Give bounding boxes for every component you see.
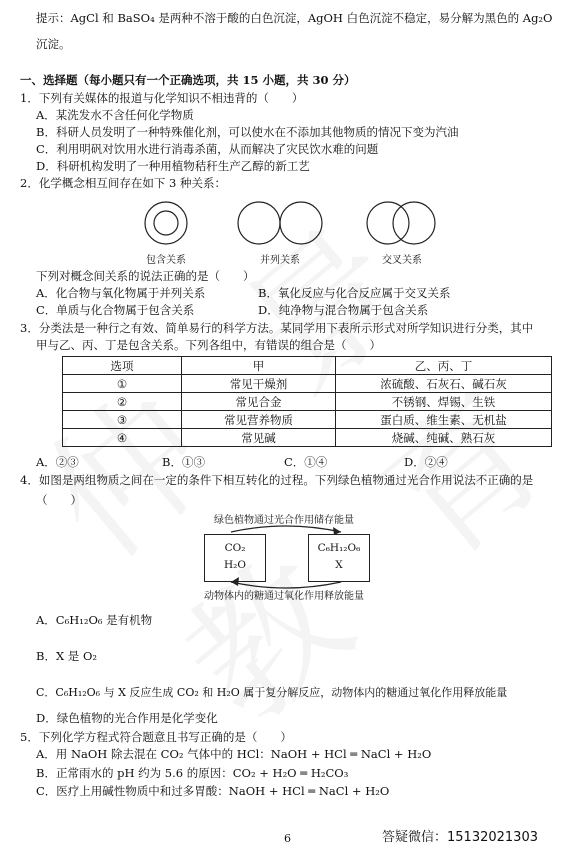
table-header: 乙、丙、丁 (336, 357, 552, 375)
q4-option-c: C．C₆H₁₂O₆ 与 X 反应生成 CO₂ 和 H₂O 属于复分解反应，动物体内的糖通过氧化作用释放能量 (36, 686, 508, 699)
table-row (63, 375, 552, 393)
q3-stem-1: 3．分类法是一种行之有效、简单易行的科学方法。某同学用下表所示形式对所学知识进行分类，其中 (20, 321, 534, 335)
products-box (308, 534, 370, 582)
q4-option-a: A．C₆H₁₂O₆ 是有机物 (36, 613, 153, 627)
table-cell: ① (63, 375, 182, 393)
q3-option-a: A．②③ (36, 455, 79, 469)
table-header-row (63, 357, 552, 375)
table-row (63, 429, 552, 447)
q5-stem: 5．下列化学方程式符合题意且书写正确的是（ ） (20, 730, 292, 744)
venn-label-inclusion: 包含关系 (146, 255, 186, 266)
box-left-h2o: H₂O (224, 559, 246, 571)
table-cell: 常见营养物质 (182, 411, 336, 429)
q2-option-d: D．纯净物与混合物属于包含关系 (258, 303, 429, 317)
box-right-glucose: C₆H₁₂O₆ (317, 542, 361, 554)
table-cell: 浓硫酸、石灰石、碱石灰 (336, 375, 552, 393)
q4-option-b: B．X 是 O₂ (36, 649, 97, 663)
reactants-box (204, 534, 266, 582)
q2-option-c: C．单质与化合物属于包含关系 (36, 303, 195, 317)
q2-option-a: A．化合物与氧化物属于并列关系 (36, 286, 206, 300)
table-row (63, 393, 552, 411)
table-cell: ② (63, 393, 182, 411)
venn-parallel-diagram (236, 198, 326, 248)
box-left-co2: CO₂ (224, 542, 246, 554)
q5-option-c: C．医疗上用碱性物质中和过多胃酸：NaOH + HCl ═ NaCl + H₂O (36, 784, 390, 798)
classification-table (62, 356, 552, 447)
table-cell: 常见干燥剂 (182, 375, 336, 393)
hint-line-1: 提示：AgCl 和 BaSO₄ 是两种不溶于酸的白色沉淀，AgOH 白色沉淀不稳定，易分解为黑色的 Ag₂O (36, 11, 553, 25)
q1-option-b: B．科研人员发明了一种特殊催化剂，可以使水在不添加其他物质的情况下变为汽油 (36, 125, 459, 139)
diagram-bottom-label: 动物体内的糖通过氧化作用释放能量 (204, 591, 364, 602)
q4-stem-2: （ ） (36, 493, 82, 507)
table-cell: 烧碱、纯碱、熟石灰 (336, 429, 552, 447)
table-cell: 不锈钢、焊锡、生铁 (336, 393, 552, 411)
q1-stem: 1．下列有关媒体的报道与化学知识不相违背的（ ） (20, 91, 304, 105)
table-header: 甲 (182, 357, 336, 375)
q5-option-b: B．正常雨水的 pH 约为 5.6 的原因：CO₂ + H₂O ═ H₂CO₃ (36, 766, 349, 780)
venn-label-intersection: 交叉关系 (382, 255, 422, 266)
footer-contact: 答疑微信：15132021303 (382, 830, 538, 845)
venn-intersection-diagram (362, 198, 442, 248)
diagram-top-label: 绿色植物通过光合作用储存能量 (214, 515, 354, 526)
box-right-x: X (335, 559, 343, 571)
venn-label-parallel: 并列关系 (260, 255, 300, 266)
table-header: 选项 (63, 357, 182, 375)
table-cell: ④ (63, 429, 182, 447)
venn-inclusion-diagram (138, 198, 194, 248)
q3-option-c: C．①④ (284, 455, 328, 469)
q1-option-c: C．利用明矾对饮用水进行消毒杀菌，从而解决了灾民饮水难的问题 (36, 142, 379, 156)
q3-stem-2: 甲与乙、丙、丁是包含关系。下列各组中，有错误的组合是（ ） (36, 338, 381, 352)
q1-option-d: D．科研机构发明了一种用植物秸秆生产乙醇的新工艺 (36, 159, 310, 173)
table-cell: 常见碱 (182, 429, 336, 447)
q4-stem-1: 4．如图是两组物质之间在一定的条件下相互转化的过程。下列绿色植物通过光合作用说法不正确的是 (20, 473, 534, 487)
q2-option-b: B．氧化反应与化合反应属于交叉关系 (258, 286, 451, 300)
q5-option-a: A．用 NaOH 除去混在 CO₂ 气体中的 HCl：NaOH + HCl ═ NaCl + H₂O (36, 747, 432, 761)
section-title: 一、选择题（每小题只有一个正确选项，共 15 小题，共 30 分） (20, 73, 356, 87)
q3-option-d: D．②④ (404, 455, 448, 469)
q3-option-b: B．①③ (162, 455, 205, 469)
q1-option-a: A．某洗发水不含任何化学物质 (36, 108, 194, 122)
page-number: 6 (284, 832, 291, 845)
q2-sub: 下列对概念间关系的说法正确的是（ ） (36, 269, 255, 283)
table-cell: 蛋白质、维生素、无机盐 (336, 411, 552, 429)
hint-line-2: 沉淀。 (36, 37, 71, 51)
table-cell: ③ (63, 411, 182, 429)
q2-stem: 2．化学概念相互间存在如下 3 种关系： (20, 176, 226, 190)
table-row (63, 411, 552, 429)
table-cell: 常见合金 (182, 393, 336, 411)
q4-option-d: D．绿色植物的光合作用是化学变化 (36, 711, 218, 725)
